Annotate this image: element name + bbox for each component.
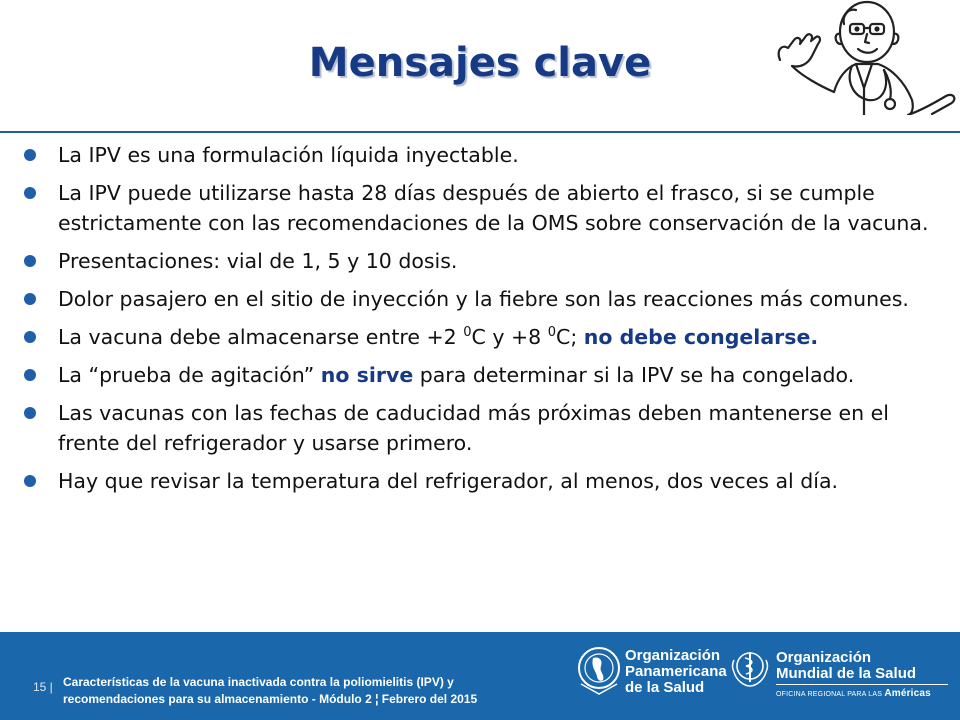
bullet-dot-icon: [24, 255, 36, 267]
bullet-text: 0: [463, 325, 472, 341]
bullet-dot-icon: [24, 293, 36, 305]
bullet-item: [20, 284, 940, 314]
slide-title: Mensajes clave: [308, 40, 652, 86]
oms-subtitle-prefix: OFICINA REGIONAL PARA LAS: [776, 691, 883, 698]
bullet-text: Las vacunas con las fechas de caducidad más próximas deben mantenerse en el frente del refrigerador y usarse primero.: [58, 401, 889, 455]
doctor-cartoon-icon: [772, 0, 960, 115]
bullet-text: Presentaciones: vial de 1, 5 y 10 dosis.: [58, 249, 458, 273]
ops-name: [625, 648, 727, 696]
footer-bar: [0, 632, 960, 720]
ops-name-line1: Organización: [625, 647, 721, 664]
bullet-dot-icon: [24, 475, 36, 487]
bullet-text: no sirve: [320, 363, 414, 387]
bullet-dot-icon: [24, 369, 36, 381]
oms-subtitle: [776, 688, 931, 699]
bullet-text: La “prueba de agitación”: [58, 363, 321, 387]
bullet-text: La IPV es una formulación líquida inyectable.: [58, 143, 519, 167]
footer-caption: [63, 674, 583, 708]
title-divider: [0, 131, 960, 133]
paho-emblem-icon: [577, 644, 621, 698]
bullet-item: [20, 322, 940, 352]
bullet-text: Dolor pasajero en el sitio de inyección y la fiebre son las reacciones más comunes.: [58, 287, 909, 311]
bullet-dot-icon: [24, 407, 36, 419]
bullet-item: [20, 466, 940, 496]
oms-name-line2: Mundial de la Salud: [776, 665, 917, 682]
bullet-item: [20, 140, 940, 170]
oms-name-line1: Organización: [776, 649, 872, 666]
bullet-item: [20, 398, 940, 458]
footer-caption-line2: recomendaciones para su almacenamiento - Módulo 2 ¦ Febrero del 2015: [63, 692, 478, 706]
bullet-item: [20, 246, 940, 276]
bullet-dot-icon: [24, 187, 36, 199]
bullet-item: [20, 360, 940, 390]
bullet-text: no debe congelarse.: [583, 325, 819, 349]
bullet-text: La IPV puede utilizarse hasta 28 días después de abierto el frasco, si se cumple estrictamente con las recomendaciones de la OMS sobre conservación de la vacuna.: [58, 181, 929, 235]
oms-divider: [776, 684, 948, 685]
oms-subtitle-region: Américas: [884, 688, 931, 699]
footer-caption-line1: Características de la vacuna inactivada contra la poliomielitis (IPV) y: [63, 675, 454, 689]
bullet-list: [20, 140, 940, 504]
bullet-text: La vacuna debe almacenarse entre +2: [58, 325, 464, 349]
oms-logo: [728, 644, 958, 706]
bullet-text: C y +8: [471, 325, 548, 349]
bullet-text: Hay que revisar la temperatura del refrigerador, al menos, dos veces al día.: [58, 469, 839, 493]
ops-name-line2: Panamericana: [625, 663, 727, 680]
page-number: 15 |: [33, 680, 53, 694]
oms-name: [776, 650, 916, 682]
bullet-text: 0: [547, 325, 557, 341]
who-emblem-icon: [728, 644, 772, 688]
bullet-text: C;: [556, 325, 584, 349]
bullet-dot-icon: [24, 331, 36, 343]
bullet-text: para determinar si la IPV se ha congelado.: [413, 363, 855, 387]
bullet-item: [20, 178, 940, 238]
ops-logo: [577, 644, 727, 706]
bullet-dot-icon: [24, 149, 36, 161]
ops-name-line3: de la Salud: [625, 679, 705, 696]
